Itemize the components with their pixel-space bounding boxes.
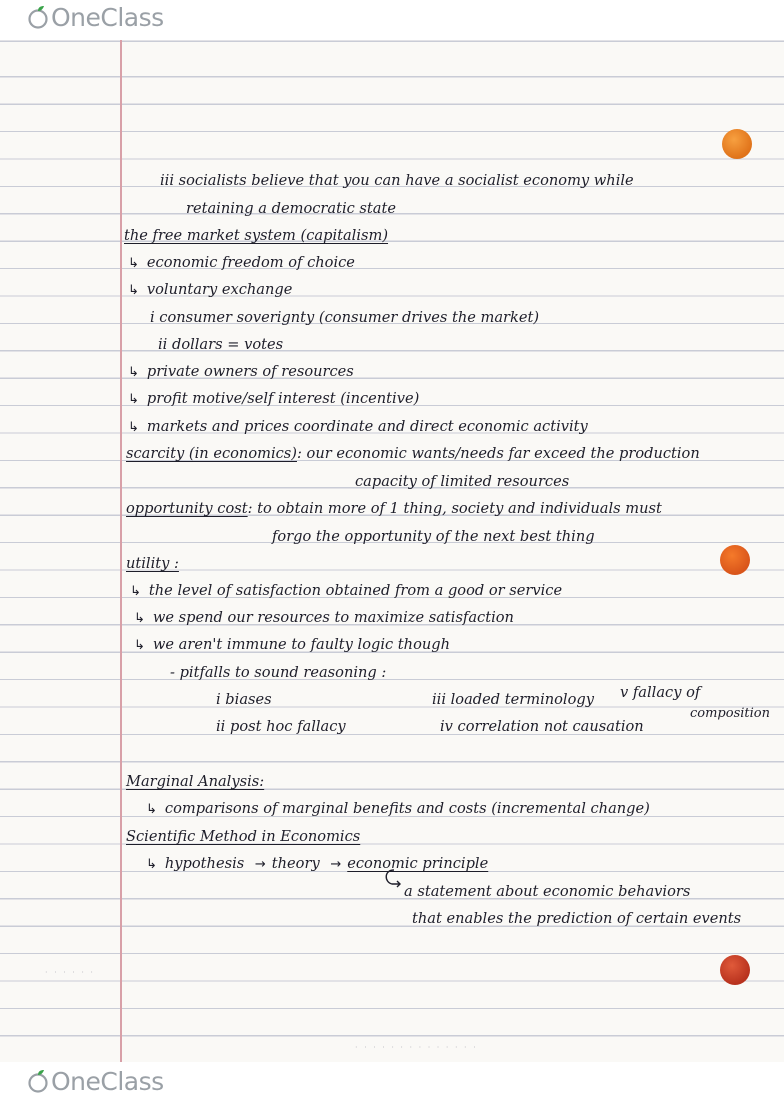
note-heading: Marginal Analysis: xyxy=(126,773,265,790)
punch-hole-bottom xyxy=(720,955,750,985)
note-bullet: ↳ we aren't immune to faulty logic though xyxy=(134,636,450,653)
term: opportunity cost xyxy=(126,500,248,517)
note-line: iii socialists believe that you can have a socialist economy while xyxy=(160,172,634,189)
note-bullet: ↳ markets and prices coordinate and direct economic activity xyxy=(128,418,588,435)
punch-hole-top xyxy=(722,129,752,159)
note-line: a statement about economic behaviors xyxy=(404,883,691,900)
oneclass-leaf-icon xyxy=(26,1069,50,1093)
oneclass-logo-top xyxy=(26,0,164,34)
margin-line xyxy=(120,40,122,1062)
notebook-page xyxy=(0,40,784,1062)
arrow-icon: ↳ xyxy=(134,638,145,653)
note-definition: opportunity cost: to obtain more of 1 thing, society and individuals must xyxy=(126,500,662,517)
note-bullet: ↳ private owners of resources xyxy=(128,363,354,380)
arrow-icon: ↳ xyxy=(128,256,139,271)
faint-bleedthrough: · · · · · · xyxy=(45,968,95,977)
note-bullet: ↳ the level of satisfaction obtained from a good or service xyxy=(130,582,563,599)
arrow-icon: ↳ xyxy=(128,283,139,298)
punch-hole-middle xyxy=(720,545,750,575)
brand-name: OneClass xyxy=(51,2,164,32)
arrow-icon: ↳ xyxy=(134,611,145,626)
note-bullet: ↳ voluntary exchange xyxy=(128,281,293,298)
right-arrow-icon: → xyxy=(330,857,342,872)
pitfall-item: composition xyxy=(690,706,770,721)
arrow-icon: ↳ xyxy=(146,802,157,817)
right-arrow-icon: → xyxy=(254,857,266,872)
note-bullet: ↳ comparisons of marginal benefits and costs (incremental change) xyxy=(146,800,650,817)
pitfall-item: iv correlation not causation xyxy=(440,718,644,735)
note-definition: scarcity (in economics): our economic wants/needs far exceed the production xyxy=(126,445,700,462)
note-line: forgo the opportunity of the next best thing xyxy=(272,528,595,545)
note-heading: the free market system (capitalism) xyxy=(124,227,389,244)
term: scarcity (in economics) xyxy=(126,445,297,462)
curved-arrow-icon xyxy=(380,868,404,890)
arrow-icon: ↳ xyxy=(128,365,139,380)
note-heading: Scientific Method in Economics xyxy=(126,828,361,845)
pitfall-item: i biases xyxy=(216,691,272,708)
note-bullet: ↳ we spend our resources to maximize satisfaction xyxy=(134,609,514,626)
oneclass-logo-bottom xyxy=(26,1064,164,1093)
arrow-icon: ↳ xyxy=(130,584,141,599)
arrow-icon: ↳ xyxy=(128,420,139,435)
note-line: ii dollars = votes xyxy=(158,336,284,353)
note-line: - pitfalls to sound reasoning : xyxy=(170,664,387,681)
brand-name: OneClass xyxy=(51,1066,164,1093)
faint-bleedthrough: · · · · · · · · · · · · · · xyxy=(355,1043,478,1052)
note-line: capacity of limited resources xyxy=(355,473,570,490)
note-line: i consumer soverignty (consumer drives the market) xyxy=(150,309,540,326)
pitfall-item: iii loaded terminology xyxy=(432,691,594,708)
note-heading: utility : xyxy=(126,555,179,572)
pitfall-item: ii post hoc fallacy xyxy=(216,718,346,735)
note-bullet: ↳ profit motive/self interest (incentive) xyxy=(128,390,420,407)
note-bullet: ↳ hypothesis → theory → economic principle xyxy=(146,855,489,872)
arrow-icon: ↳ xyxy=(146,857,157,872)
arrow-icon: ↳ xyxy=(128,392,139,407)
note-line: retaining a democratic state xyxy=(186,200,396,217)
oneclass-leaf-icon xyxy=(26,5,50,29)
note-line: that enables the prediction of certain events xyxy=(412,910,742,927)
note-bullet: ↳ economic freedom of choice xyxy=(128,254,355,271)
pitfall-item: v fallacy of xyxy=(620,684,701,701)
